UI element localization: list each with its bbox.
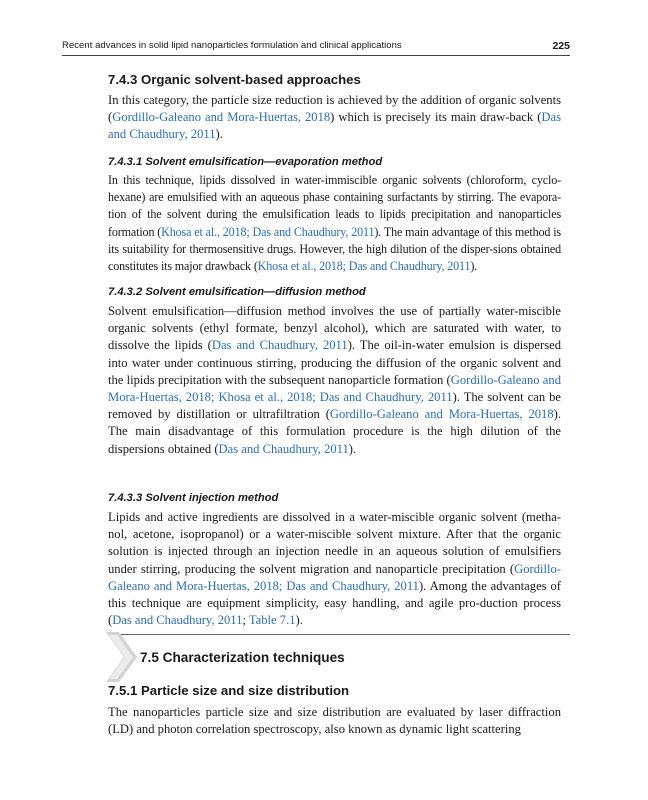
text-run: The nanoparticles particle size and size distribution are evaluated by laser diffraction (LD) and photon correlation spectroscopy, also known as dynamic light scattering (108, 705, 561, 737)
chevron-arrow-icon (106, 632, 140, 682)
citation-link[interactable]: Das and Chaudhury, 2011 (112, 613, 243, 628)
text-run: ). (295, 613, 303, 628)
text-run: In this category, the particle size reduction is achieved by the addition of organic solvents ( (108, 93, 561, 125)
text-run: ). (470, 259, 478, 274)
text-run: In this technique, lipids dissolved in water-immiscible organic solvents (chloroform, cyclo-hexane) are emulsified with an aqueous phase containing surfactants by stirring. The evapora-tion of the solvent during the emulsification leads to lipids precipitation and nanoparticles formation ( (108, 173, 561, 239)
citation-link[interactable]: Das and Chaudhury, 2011 (211, 338, 348, 353)
text-run: ; (242, 613, 249, 628)
heading-7-4-3-1: 7.4.3.1 Solvent emulsification—evaporation method (108, 156, 383, 168)
citation-link[interactable]: Table 7.1 (248, 613, 296, 628)
section-rule (120, 634, 570, 635)
paragraph-7-4-3-2 (108, 303, 561, 458)
heading-7-4-3: 7.4.3 Organic solvent-based approaches (108, 72, 361, 87)
text-run: ) which is precisely its main draw-back ( (330, 110, 542, 125)
text-run: Lipids and active ingredients are dissolved in a water-miscible organic solvent (metha-nol, acetone, isopropanol) or a water-miscible solvent mixture. After that the organic solution is injected through an injection needle in an aqueous solution of emulsifiers under stirring, producing the solvent migration and nanoparticle precipitation ( (108, 510, 561, 576)
text-run: ). The oil-in-water emulsion is dispersed into water under continuous stirring, producing the diffusion of the organic solvent and the lipids precipitation with the subsequent nanoparticle formation ( (108, 338, 561, 387)
citation-link[interactable]: Das and Chaudhury, 2011 (108, 110, 561, 142)
heading-7-4-3-3: 7.4.3.3 Solvent injection method (108, 492, 279, 504)
paragraph-7-4-3 (108, 92, 561, 144)
paragraph-7-5-1 (108, 704, 561, 738)
citation-link[interactable]: Das and Chaudhury, 2011 (218, 441, 349, 456)
text-run: ). (348, 441, 357, 456)
page-number: 225 (552, 40, 570, 52)
running-header (62, 40, 570, 54)
text-run: ). The main disadvantage of this formulation procedure is the high dilution of the dispersions obtained ( (108, 407, 561, 456)
paragraph-7-4-3-1 (108, 172, 561, 275)
heading-7-4-3-2: 7.4.3.2 Solvent emulsification—diffusion method (108, 286, 366, 298)
paragraph-7-4-3-3 (108, 509, 561, 629)
citation-link[interactable]: Gordillo-Galeano and Mora-Huertas, 2018 (329, 407, 554, 422)
text-run: ). The main advantage of this method is its suitability for thermosensitive drugs. However, the high dilution of the disper-sions obtained constitutes its major drawback ( (108, 224, 561, 274)
heading-7-5: 7.5 Characterization techniques (140, 650, 345, 665)
header-rule (62, 55, 570, 56)
citation-link[interactable]: Gordillo-Galeano and Mora-Huertas, 2018; Das and Chaudhury, 2011 (108, 561, 561, 593)
heading-7-5-1: 7.5.1 Particle size and size distribution (108, 683, 350, 698)
citation-link[interactable]: Khosa et al., 2018; Das and Chaudhury, 2011 (257, 259, 471, 274)
text-run: ). (215, 127, 223, 142)
citation-link[interactable]: Khosa et al., 2018; Das and Chaudhury, 2011 (161, 224, 375, 239)
text-run: ). The solvent can be removed by distillation or ultrafiltration ( (108, 390, 562, 422)
citation-link[interactable]: Gordillo-Galeano and Mora-Huertas, 2018 (112, 110, 331, 125)
citation-link[interactable]: Gordillo-Galeano and Mora-Huertas, 2018; Khosa et al., 2018; Das and Chaudhury, 2011 (108, 372, 561, 405)
running-title: Recent advances in solid lipid nanoparticles formulation and clinical applications (62, 40, 402, 51)
text-run: Solvent emulsification—diffusion method involves the use of partially water-miscible organic solvents (ethyl formate, benzyl alcohol), which are saturated with water, to dissolve the lipids ( (108, 304, 561, 353)
text-run: ). Among the advantages of this technique are equipment simplicity, easy handling, and agile pro-duction process ( (108, 578, 561, 628)
